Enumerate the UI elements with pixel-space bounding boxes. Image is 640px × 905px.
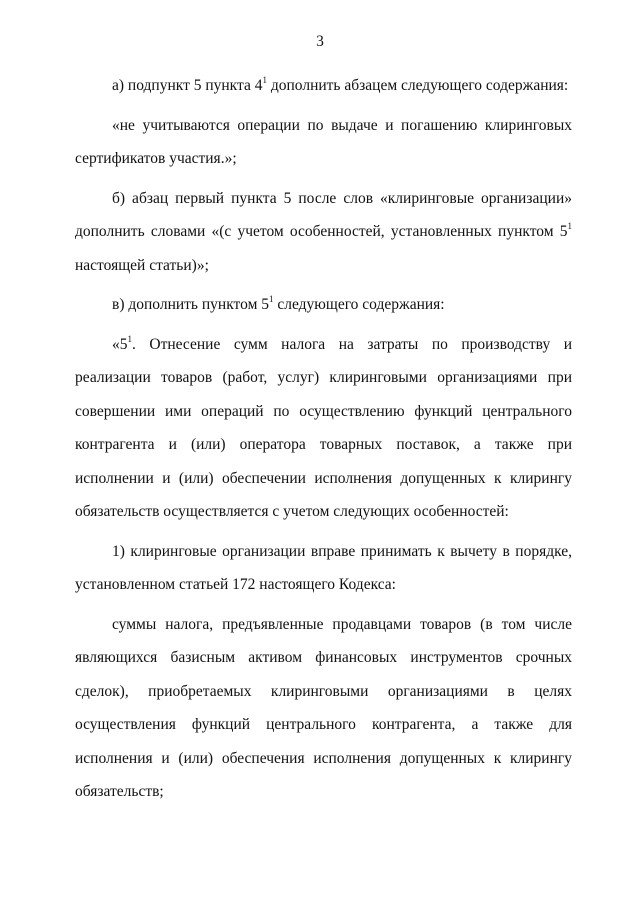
paragraph-a-superscript: 1	[262, 75, 267, 85]
paragraph-a-text-end: дополнить абзацем следующего содержания:	[266, 77, 569, 94]
document-body	[75, 69, 572, 809]
paragraph-v	[75, 288, 572, 322]
paragraph-a	[75, 69, 572, 103]
paragraph-item-1: 1) клиринговые организации вправе принимать к вычету в порядке, установленном статьей 172 настоящего Кодекса:	[75, 542, 572, 593]
page-number: 3	[316, 33, 324, 50]
paragraph-a-text: а) подпункт 5 пункта 4	[112, 77, 263, 94]
paragraph-5-1-text: . Отнесение сумм налога на затраты по производству и реализации товаров (работ, услуг) клиринговыми организациями при совершении ими операций по осуществлению функций центрального контрагента и (или) оператора товарных поставок, а также при исполнении и (или) обеспечении исполнения допущенных к клирингу обязательств осуществляется с учетом следующих особенностей:	[75, 335, 572, 520]
paragraph-v-text-end: следующего содержания:	[273, 296, 445, 313]
paragraph-b	[75, 182, 572, 283]
paragraph-b-text: б) абзац первый пункта 5 после слов «клиринговые организации» дополнить словами «(с учетом особенностей, установленных пунктом 5	[75, 189, 572, 240]
paragraph-tax-amounts: суммы налога, предъявленные продавцами товаров (в том числе являющихся базисным активом финансовых инструментов срочных сделок), приобретаемых клиринговыми организациями в целях осуществления функций центрального контрагента, а также для исполнения и (или) обеспечения исполнения допущенных к клирингу обязательств;	[75, 615, 572, 800]
paragraph-quote-exclusion: «не учитываются операции по выдаче и погашению клиринговых сертификатов участия.»;	[75, 116, 572, 167]
paragraph-5-1-open: «5	[112, 335, 128, 353]
paragraph-v-text: в) дополнить пунктом 5	[112, 296, 269, 313]
paragraph-b-text-end: настоящей статьи)»;	[75, 256, 209, 274]
paragraph-5-1	[75, 328, 572, 529]
paragraph-b-superscript: 1	[567, 221, 572, 231]
paragraph-v-superscript: 1	[269, 294, 274, 304]
paragraph-5-1-superscript: 1	[127, 333, 132, 344]
